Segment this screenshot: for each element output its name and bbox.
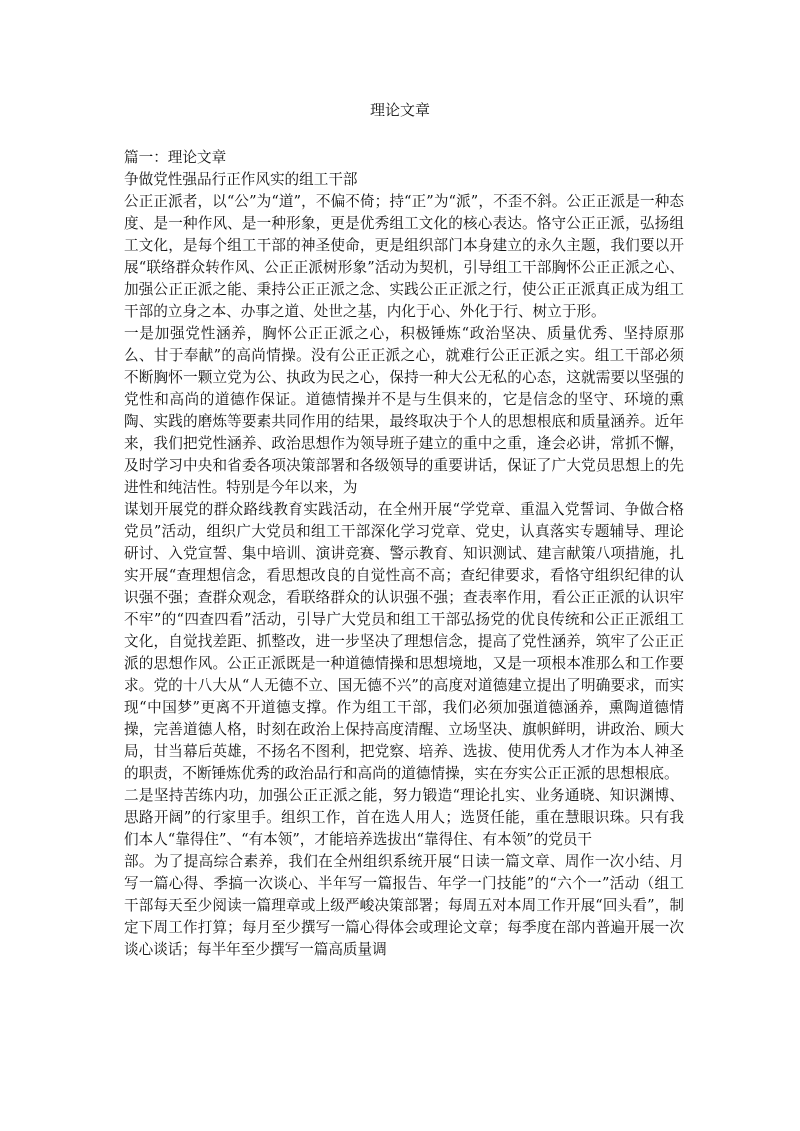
paragraph: 部。为了提高综合素养，我们在全州组织系统开展“日读一篇文章、周作一次小结、月写一篇心得、季搞一次谈心、半年写一篇报告、年学一门技能”的“六个一”活动（组工干部每天至少阅读一篇理章或上级严峻决策部署；每周五对本周工作开展“回头看”，制定下周工作打算；每月至少撰写一篇心得体会或理论文章；每季度在部内普遍开展一次谈心谈话；每半年至少撰写一篇高质量调 bbox=[124, 853, 684, 958]
document-body bbox=[124, 147, 684, 961]
paragraph: 二是坚持苦练内功，加强公正正派之能，努力锻造“理论扎实、业务通晓、知识渊博、思路开阔”的行家里手。组织工作，首在选人用人；选贤任能，重在慧眼识珠。只有我们本人“靠得住”、“有本领”，才能培养选拔出“靠得住、有本领”的党员干 bbox=[124, 787, 684, 848]
paragraph: 一是加强党性涵养，胸怀公正正派之心，积极锤炼“政治坚决、质量优秀、坚持原那么、甘于奉献”的高尚情操。没有公正正派之心，就难行公正正派之实。组工干部必须不断胸怀一颗立党为公、执政为民之心，保持一种大公无私的心态，这就需要以坚强的党性和高尚的道德作保证。道德情操并不是与生俱来的，它是信念的坚守、环境的熏陶、实践的磨炼等要素共同作用的结果，最终取决于个人的思想根底和质量涵养。近年来，我们把党性涵养、政治思想作为领导班子建立的重中之重，逢会必讲，常抓不懈，及时学习中央和省委各项决策部署和各级领导的重要讲话，保证了广大党员思想上的先进性和纯洁性。特别是今年以来，为 bbox=[124, 325, 684, 496]
section-heading: 篇一：理论文章 bbox=[124, 149, 227, 166]
paragraph: 谋划开展党的群众路线教育实践活动，在全州开展“学党章、重温入党誓词、争做合格党员”活动，组织广大党员和组工干部深化学习党章、党史，认真落实专题辅导、理论研讨、入党宣誓、集中培训、演讲竞赛、警示教育、知识测试、建言献策八项措施，扎实开展“查理想信念，看思想改良的自觉性高不高；查纪律要求，看恪守组织纪律的认识强不强；查群众观念，看联络群众的认识强不强；查表率作用，看公正正派的认识牢不牢”的“四查四看”活动，引导广大党员和组工干部弘扬党的优良传统和公正正派组工文化，自觉找差距、抓整改，进一步坚决了理想信念，提高了党性涵养，筑牢了公正正派的思想作风。公正正派既是一种道德情操和思想境地，又是一项根本准那么和工作要求。党的十八大从“人无德不立、国无德不兴”的高度对道德建立提出了明确要求，而实现“中国梦”更离不开道德支撑。作为组工干部，我们必须加强道德涵养，熏陶道德情操，完善道德人格，时刻在政治上保持高度清醒、立场坚决、旗帜鲜明，讲政治、顾大局，甘当幕后英雄，不扬名不图利，把党察、培养、选拔、使用优秀人才作为本人神圣的职责，不断锤炼优秀的政治品行和高尚的道德情操，实在夯实公正正派的思想根底。 bbox=[124, 501, 684, 782]
paragraph: 公正正派者，以“公”为“道”，不偏不倚；持“正”为“派”，不歪不斜。公正正派是一种态度、是一种作风、是一种形象，更是优秀组工文化的核心表达。恪守公正正派，弘扬组工文化，是每个组工干部的神圣使命，更是组织部门本身建立的永久主题，我们要以开展“联络群众转作风、公正正派树形象”活动为契机，引导组工干部胸怀公正正派之心、加强公正正派之能、秉持公正正派之念、实践公正正派之行，使公正正派真正成为组工干部的立身之本、办事之道、处世之基，内化于心、外化于行、树立于形。 bbox=[124, 193, 684, 320]
document-title: 理论文章 bbox=[369, 101, 430, 119]
article-title: 争做党性强品行正作风实的组工干部 bbox=[124, 171, 358, 188]
